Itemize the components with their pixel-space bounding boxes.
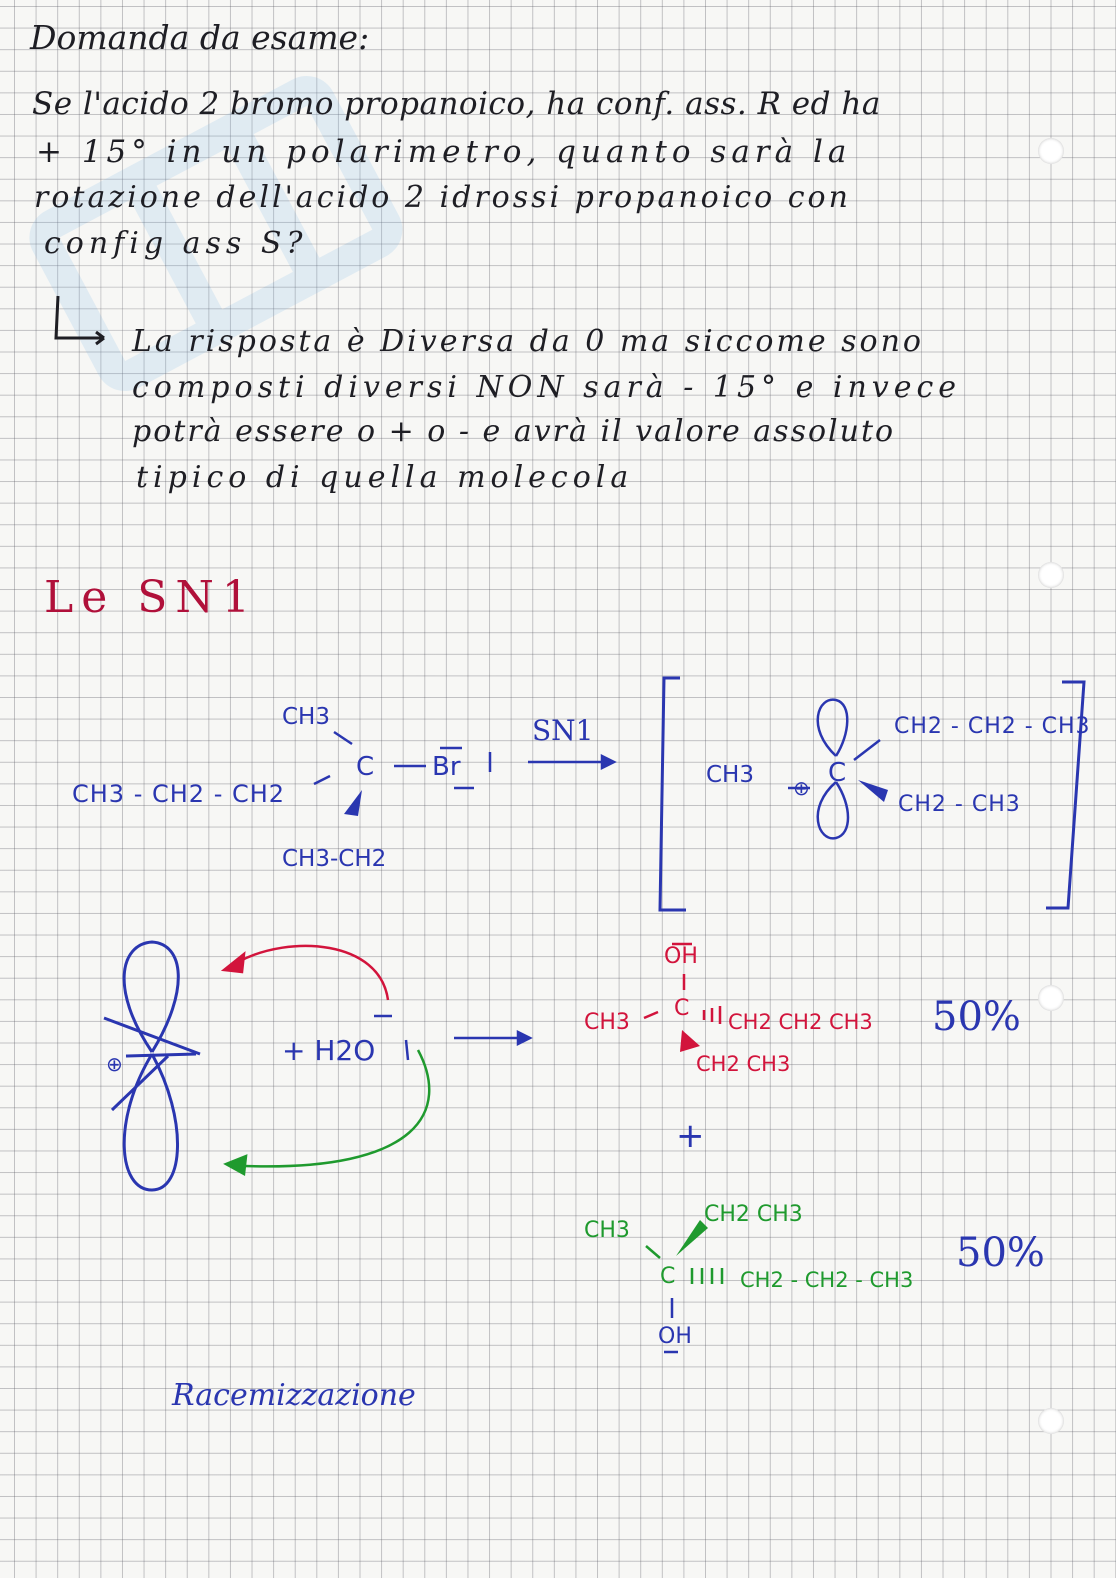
product2-carbon: C [660, 1264, 676, 1289]
product2-ethyl: CH2 CH3 [704, 1202, 803, 1227]
question-line: config ass S? [44, 226, 308, 261]
product2-ch3: CH3 [584, 1218, 630, 1243]
product1-carbon: C [674, 996, 690, 1021]
red-attack-arrow-icon [224, 946, 388, 1000]
wedge-bond-icon [858, 780, 888, 802]
sn1-arrow-label: SN1 [532, 714, 594, 747]
intermediate-carbon: C [828, 758, 847, 788]
question-heading: Domanda da esame: [30, 18, 370, 57]
carbocation-charge: ⊕ [106, 1052, 123, 1076]
answer-line: composti diversi NON sarà - 15° e invece [132, 370, 962, 405]
reactant-bromine: Br [432, 752, 461, 782]
product1-bonds [644, 944, 720, 1024]
lone-pair-mark [406, 1040, 408, 1060]
intermediate-propyl: CH2 - CH2 - CH3 [894, 714, 1091, 739]
products-plus: + [676, 1116, 705, 1156]
answer-arrow-icon [56, 296, 104, 344]
reactant-propyl: CH3 - CH2 - CH2 [72, 780, 286, 808]
product2-oh: OH [658, 1324, 692, 1349]
product1-percent: 50% [932, 994, 1021, 1040]
answer-line: La risposta è Diversa da 0 ma siccome sono [132, 324, 924, 359]
reaction-arrow-icon [454, 1032, 530, 1044]
reactant-carbon: C [356, 752, 375, 782]
green-attack-arrow-icon [226, 1050, 429, 1174]
reactant-ch3-top: CH3 [282, 704, 330, 730]
intermediate-ethyl: CH2 - CH3 [898, 792, 1021, 817]
answer-line: tipico di quella molecola [136, 460, 634, 495]
intermediate-charge: ⊕ [793, 776, 810, 800]
wedge-bond-icon [344, 790, 362, 816]
product2-bonds [646, 1246, 722, 1284]
racemization-note: Racemizzazione [172, 1378, 416, 1413]
wedge-bond-icon [680, 1030, 700, 1052]
question-line: Se l'acido 2 bromo propanoico, ha conf. ass. R ed ha [32, 86, 881, 122]
question-line: + 15° in un polarimetro, quanto sarà la [36, 134, 852, 170]
product1-ch3: CH3 [584, 1010, 630, 1035]
intermediate-ch3: CH3 [706, 762, 754, 788]
carbocation-orbital-icon [104, 942, 200, 1190]
reactant-bonds [314, 732, 490, 788]
section-title: Le SN1 [44, 572, 258, 623]
product1-oh: OH [664, 944, 698, 969]
product2-percent: 50% [956, 1230, 1045, 1276]
water-reagent: + H2O [282, 1034, 376, 1067]
product1-ethyl: CH2 CH3 [696, 1052, 791, 1076]
intermediate-brackets [660, 678, 1084, 910]
product1-propyl: CH2 CH2 CH3 [728, 1010, 873, 1034]
wedge-bond-icon [676, 1220, 708, 1256]
reactant-ethyl: CH3-CH2 [282, 846, 387, 872]
product2-propyl: CH2 - CH2 - CH3 [740, 1268, 914, 1292]
sn1-arrow-icon [528, 756, 614, 768]
question-line: rotazione dell'acido 2 idrossi propanoico con [34, 180, 851, 215]
p-orbital-icon [788, 700, 880, 839]
answer-line: potrà essere o + o - e avrà il valore assoluto [132, 414, 896, 449]
